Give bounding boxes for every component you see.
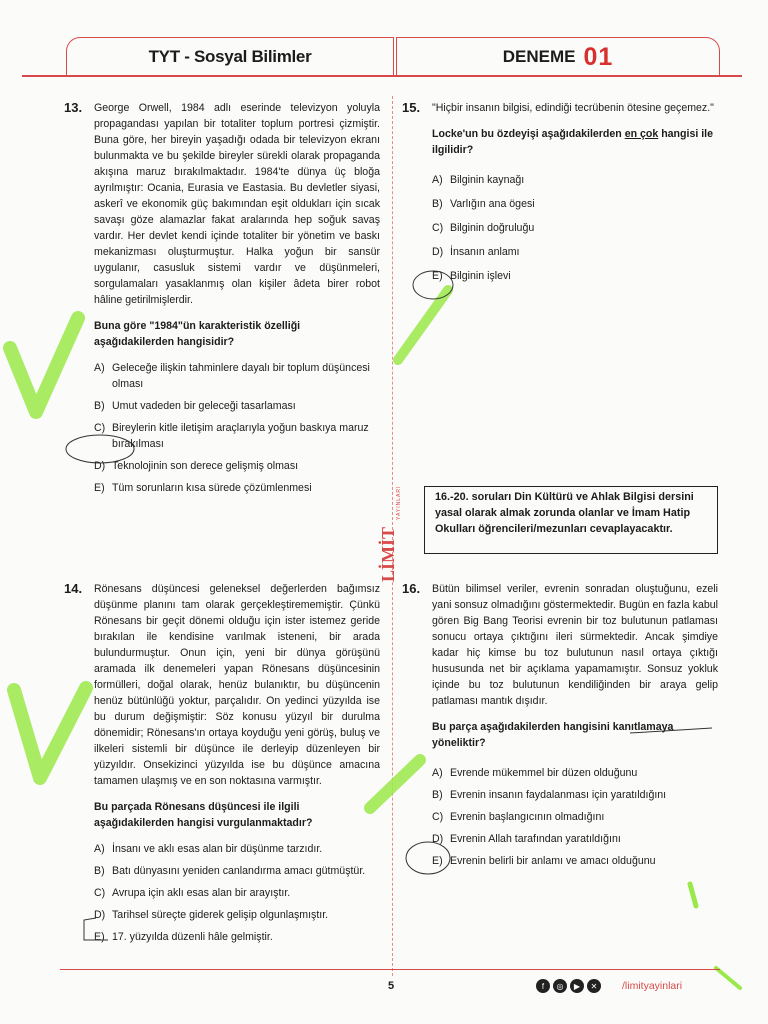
stem-part: hangisi ile ilgilidir? [432,128,713,156]
green-slash-mark [398,290,448,360]
brand-sub: YAYINLARI [396,485,402,520]
stem-part: Locke'un bu özdeyişi aşağıdakilerden [432,128,625,140]
option-c[interactable] [432,220,718,236]
option-letter: A) [432,174,443,186]
option-b[interactable] [432,196,718,212]
option-c[interactable] [432,809,718,825]
option-b[interactable] [94,863,380,879]
option-text: İnsanın anlamı [450,246,520,258]
option-letter: C) [432,222,444,234]
option-text: 17. yüzyılda düzenli hâle gelmiştir. [112,931,273,943]
exam-number: 01 [583,42,614,71]
instagram-icon: ◎ [553,979,567,993]
option-c[interactable] [94,420,380,452]
header-rule [22,75,742,77]
option-e[interactable] [94,929,380,945]
option-letter: E) [94,482,105,494]
option-letter: D) [432,246,444,258]
question-number: 15. [402,100,421,115]
option-b[interactable] [94,398,380,414]
option-letter: B) [432,198,443,210]
option-e[interactable] [432,853,718,869]
option-letter: E) [432,270,443,282]
question-15 [402,100,718,284]
option-d[interactable] [432,244,718,260]
exam-header [396,37,720,76]
option-letter: C) [94,422,106,434]
green-check-mark [14,688,86,778]
question-stem [432,126,718,158]
question-13 [64,100,380,496]
option-text: Bireylerin kitle iletişim araçlarıyla yoğun baskıya maruz bırakılması [112,422,369,450]
option-letter: C) [432,811,444,823]
publisher-logo [370,470,410,590]
option-text: Tarihsel süreçte giderek gelişip olgunlaşmıştır. [112,909,329,921]
option-a[interactable] [94,841,380,857]
option-d[interactable] [94,907,380,923]
option-letter: E) [94,931,105,943]
option-text: Tüm sorunların kısa sürede çözümlenmesi [112,482,312,494]
option-text: Bilginin işlevi [450,270,511,282]
youtube-icon: ▶ [570,979,584,993]
footer-rule [60,969,720,970]
question-passage: Rönesans düşüncesi geleneksel değerlerden bağımsız düşünme planını tam olarak gerçekleştirememiştir. Çünkü Rönesans bir geçit dönemi olduğu için ister istemez geride bırakılan ile kendisine varılmak isteneni, bir arada bulundurmuştur. Onun için, yeni bir dünya görüşünü aramada ilk denemeleri yapan Rönesans düşüncesinin formülleri, doğal olarak, henüz bulanıktır, bu düşüncenin henüz bütünlüğü yoktur, parçalıdır. On yedinci yüzyılda ise bu durum değişmiştir: Söz konusu yüzyıl bir durulma dönemidir; Rönesans'ın ortaya koyduğu yeni görüş, buluş ve ilkeleri sistemli bir düşünce ile derleyip düzenleyen bir yüzyıldır. Onsekizinci yüzyılda ise bu düşünce amacına tamamen ulaşmış ve en son noktasına varmıştır. [94,583,380,787]
green-dash [716,968,740,988]
option-text: Teknolojinin son derece gelişmiş olması [112,460,299,472]
option-text: Geleceğe ilişkin tahminlere dayalı bir toplum düşüncesi olması [112,362,370,390]
option-letter: A) [94,362,105,374]
exam-label: DENEME [502,47,576,66]
question-passage: Bütün bilimsel veriler, evrenin sonradan oluştuğunu, ezeli yani sonsuz olmadığını göstermektedir. Bugün en fazla kabul gören Big Bang Teorisi evrenin bir toz bulutunun patlaması sonucu ortaya çıktığını ileri sürmektedir. Ancak şimdiye kadar hiç kimse bu toz bulutunun nasıl ortaya çıktığı hususunda net bir açıklama yapamamıştır. Sonsuz yokluk içinde bu toz bulutunun kendiliğinden bir araya gelip patlaması mantık dışıdır. [432,583,718,707]
question-stem: Buna göre "1984"ün karakteristik özelliği aşağıdakilerden hangisidir? [94,320,301,348]
option-letter: C) [94,887,106,899]
social-icons [536,979,601,993]
option-b[interactable] [432,787,718,803]
options-list [94,360,380,496]
option-letter: D) [94,460,106,472]
stem-emphasis: en çok [624,128,659,140]
green-dash [690,884,696,906]
x-icon: ✕ [587,979,601,993]
option-letter: A) [432,767,443,779]
option-text: Evrenin belirli bir anlamı ve amacı olduğunu [450,855,656,867]
green-check-mark [10,318,78,412]
option-a[interactable] [432,765,718,781]
page-number: 5 [388,980,395,992]
facebook-icon: f [536,979,550,993]
option-letter: D) [94,909,106,921]
social-handle: /limityayinlari [622,980,683,992]
question-16 [402,581,718,869]
option-text: İnsanı ve aklı esas alan bir düşünme tarzıdır. [112,843,323,855]
options-list [94,841,380,945]
option-text: Bilginin doğruluğu [450,222,535,234]
option-e[interactable] [94,480,380,496]
option-d[interactable] [432,831,718,847]
question-14 [64,581,380,945]
question-passage: "Hiçbir insanın bilgisi, edindiği tecrübenin ötesine geçemez." [432,102,714,114]
option-a[interactable] [432,172,718,188]
subject-title: TYT - Sosyal Bilimler [148,47,312,66]
option-text: Batı dünyasını yeniden canlandırma amacı gütmüştür. [112,865,366,877]
option-c[interactable] [94,885,380,901]
option-text: Evrenin başlangıcının olmadığını [450,811,605,823]
question-number: 13. [64,100,83,115]
question-stem: Bu parça aşağıdakilerden hangisini kanıtlamaya yöneliktir? [432,721,674,749]
option-e[interactable] [432,268,718,284]
option-a[interactable] [94,360,380,392]
religion-notice-box: 16.-20. soruları Din Kültürü ve Ahlak Bilgisi dersini yasal olarak almak zorunda olanlar ve İmam Hatip Okulları öğrencileri/mezunları cevaplayacaktır. [424,486,718,554]
question-passage: George Orwell, 1984 adlı eserinde televizyon yoluyla propagandası yapılan bir totaliter toplum portresi çizmiştir. Buna göre, her bireyin yaşadığı odada bir televizyon ekranı bulunmakta ve bu şekilde bireyler sürekli olarak propaganda akışına maruz bırakılmaktadır. 1984'te dünya üç bloğa ayrılmıştır: Ocania, Eurasia ve Eastasia. Bu devletler siyasi, askerî ve ekonomik güç bakımından eşit oldukları için sıcak savaşı göze alamazlar fakat aralarında hep soğuk savaş vardır. Her devlet kendi içinde totaliter bir yönetim ve baskı mekanizması oluşturmuştur. Halka yoğun bir sansür uygulanır, casusluk sistemi vardır ve düşünmeleri, sorgulamaları yasaklanmış olan kişiler âdeta birer robot hâline getirilmişlerdir. [94,102,380,306]
option-d[interactable] [94,458,380,474]
options-list [432,172,718,284]
options-list [432,765,718,869]
question-number: 14. [64,581,83,596]
option-text: Evrende mükemmel bir düzen olduğunu [450,767,638,779]
option-letter: A) [94,843,105,855]
option-text: Varlığın ana ögesi [450,198,535,210]
option-text: Umut vadeden bir geleceği tasarlaması [112,400,296,412]
option-text: Bilginin kaynağı [450,174,525,186]
option-text: Evrenin Allah tarafından yaratıldığını [450,833,621,845]
question-stem: Bu parçada Rönesans düşüncesi ile ilgili aşağıdakilerden hangisi vurgulanmaktadır? [94,801,313,829]
question-number: 16. [402,581,421,596]
option-letter: D) [432,833,444,845]
option-text: Avrupa için aklı esas alan bir arayıştır. [112,887,291,899]
option-letter: E) [432,855,443,867]
option-letter: B) [432,789,443,801]
brand-name: LİMİT [378,526,398,582]
option-text: Evrenin insanın faydalanması için yaratıldığını [450,789,667,801]
option-letter: B) [94,400,105,412]
option-letter: B) [94,865,105,877]
subject-header [66,37,394,76]
